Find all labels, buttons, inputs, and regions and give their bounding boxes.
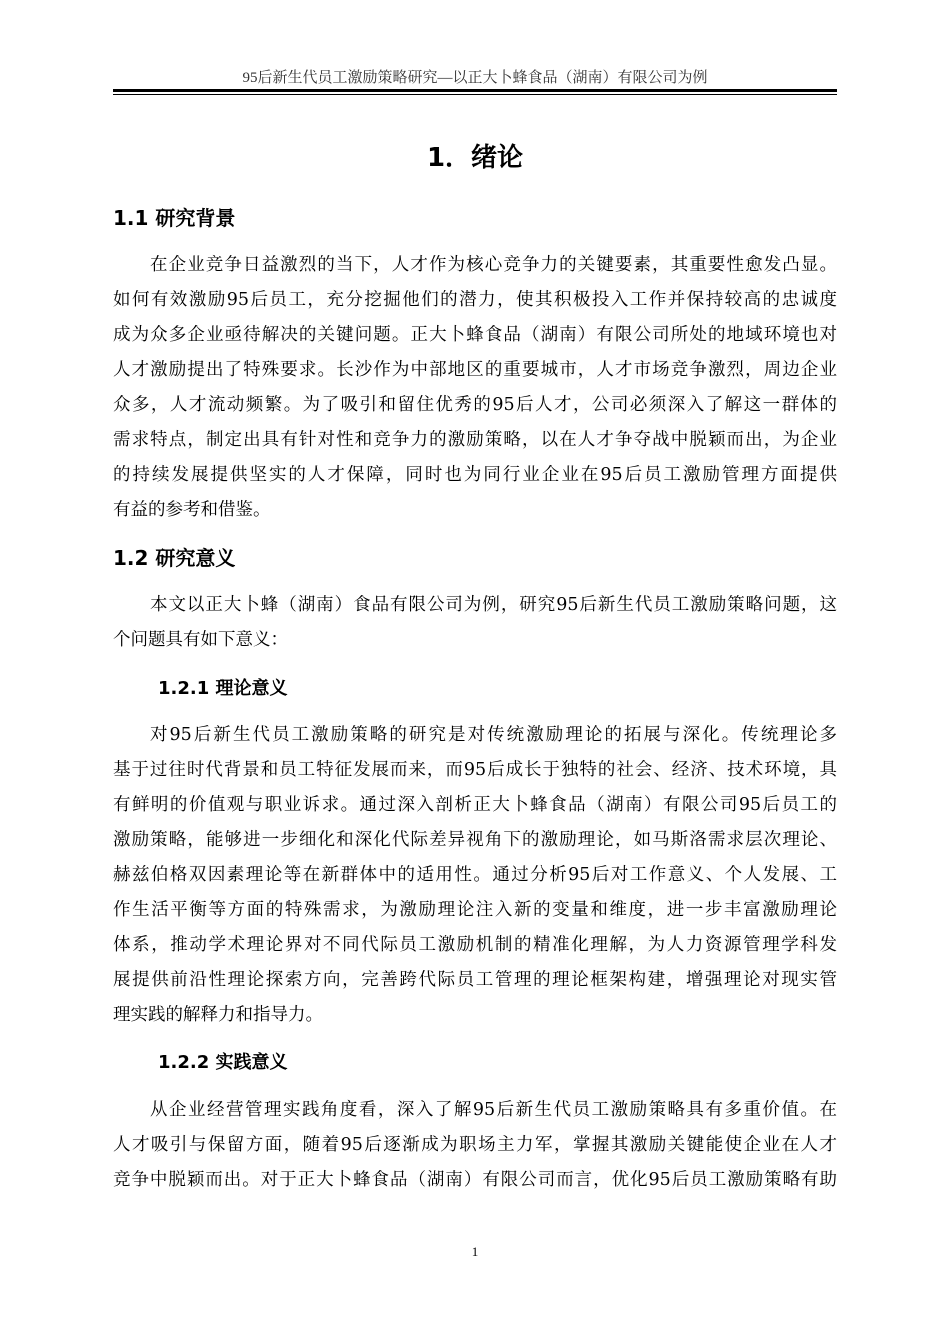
text-line: 众多，人才流动频繁。为了吸引和留住优秀的95后人才，公司必须深入了解这一群体的 xyxy=(113,395,837,415)
text-line: 需求特点，制定出具有针对性和竞争力的激励策略，以在人才争夺战中脱颖而出，为企业 xyxy=(113,430,837,450)
paragraph-research-background xyxy=(113,248,837,528)
text-line: 的持续发展提供坚实的人才保障，同时也为同行业企业在95后员工激励管理方面提供 xyxy=(113,465,837,485)
text-line: 赫兹伯格双因素理论等在新群体中的适用性。通过分析95后对工作意义、个人发展、工 xyxy=(113,865,837,885)
text-line: 竞争中脱颖而出。对于正大卜蜂食品（湖南）有限公司而言，优化95后员工激励策略有助 xyxy=(113,1170,837,1190)
text-line: 展提供前沿性理论探索方向，完善跨代际员工管理的理论框架构建，增强理论对现实管 xyxy=(113,970,837,990)
running-header: 95后新生代员工激励策略研究—以正大卜蜂食品（湖南）有限公司为例 xyxy=(242,70,708,86)
text-line: 在企业竞争日益激烈的当下，人才作为核心竞争力的关键要素，其重要性愈发凸显。 xyxy=(150,255,837,275)
section-heading-1-2-2: 1.2.2 实践意义 xyxy=(158,1052,288,1073)
text-line: 从企业经营管理实践角度看，深入了解95后新生代员工激励策略具有多重价值。在 xyxy=(150,1100,837,1120)
text-line: 体系，推动学术理论界对不同代际员工激励机制的精准化理解，为人力资源管理学科发 xyxy=(113,935,837,955)
text-line: 成为众多企业亟待解决的关键问题。正大卜蜂食品（湖南）有限公司所处的地域环境也对 xyxy=(113,325,837,345)
paragraph-theoretical-significance xyxy=(113,718,837,1033)
text-line: 个问题具有如下意义： xyxy=(113,630,288,650)
paragraph-research-significance xyxy=(113,588,837,658)
text-line: 人才吸引与保留方面，随着95后逐渐成为职场主力军，掌握其激励关键能使企业在人才 xyxy=(113,1135,837,1155)
section-heading-1-1: 1.1 研究背景 xyxy=(113,206,236,230)
text-line: 本文以正大卜蜂（湖南）食品有限公司为例，研究95后新生代员工激励策略问题，这 xyxy=(150,595,837,615)
text-line: 对95后新生代员工激励策略的研究是对传统激励理论的拓展与深化。传统理论多 xyxy=(150,725,837,745)
text-line: 如何有效激励95后员工，充分挖掘他们的潜力，使其积极投入工作并保持较高的忠诚度 xyxy=(113,290,837,310)
chapter-title: 1．绪论 xyxy=(426,143,524,173)
text-line: 有鲜明的价值观与职业诉求。通过深入剖析正大卜蜂食品（湖南）有限公司95后员工的 xyxy=(113,795,837,815)
text-line: 基于过往时代背景和员工特征发展而来，而95后成长于独特的社会、经济、技术环境，具 xyxy=(113,760,837,780)
text-line: 人才激励提出了特殊要求。长沙作为中部地区的重要城市，人才市场竞争激烈，周边企业 xyxy=(113,360,837,380)
paragraph-practical-significance xyxy=(113,1093,837,1198)
header-rule-thin xyxy=(113,94,837,95)
text-line: 理实践的解释力和指导力。 xyxy=(113,1005,323,1025)
section-heading-1-2-1: 1.2.1 理论意义 xyxy=(158,678,288,699)
page-number: 1 xyxy=(471,1244,479,1259)
text-line: 有益的参考和借鉴。 xyxy=(113,500,271,520)
text-line: 作生活平衡等方面的特殊需求，为激励理论注入新的变量和维度，进一步丰富激励理论 xyxy=(113,900,837,920)
text-line: 激励策略，能够进一步细化和深化代际差异视角下的激励理论，如马斯洛需求层次理论、 xyxy=(113,830,837,850)
header-rule-thick xyxy=(113,89,837,92)
section-heading-1-2: 1.2 研究意义 xyxy=(113,546,236,570)
